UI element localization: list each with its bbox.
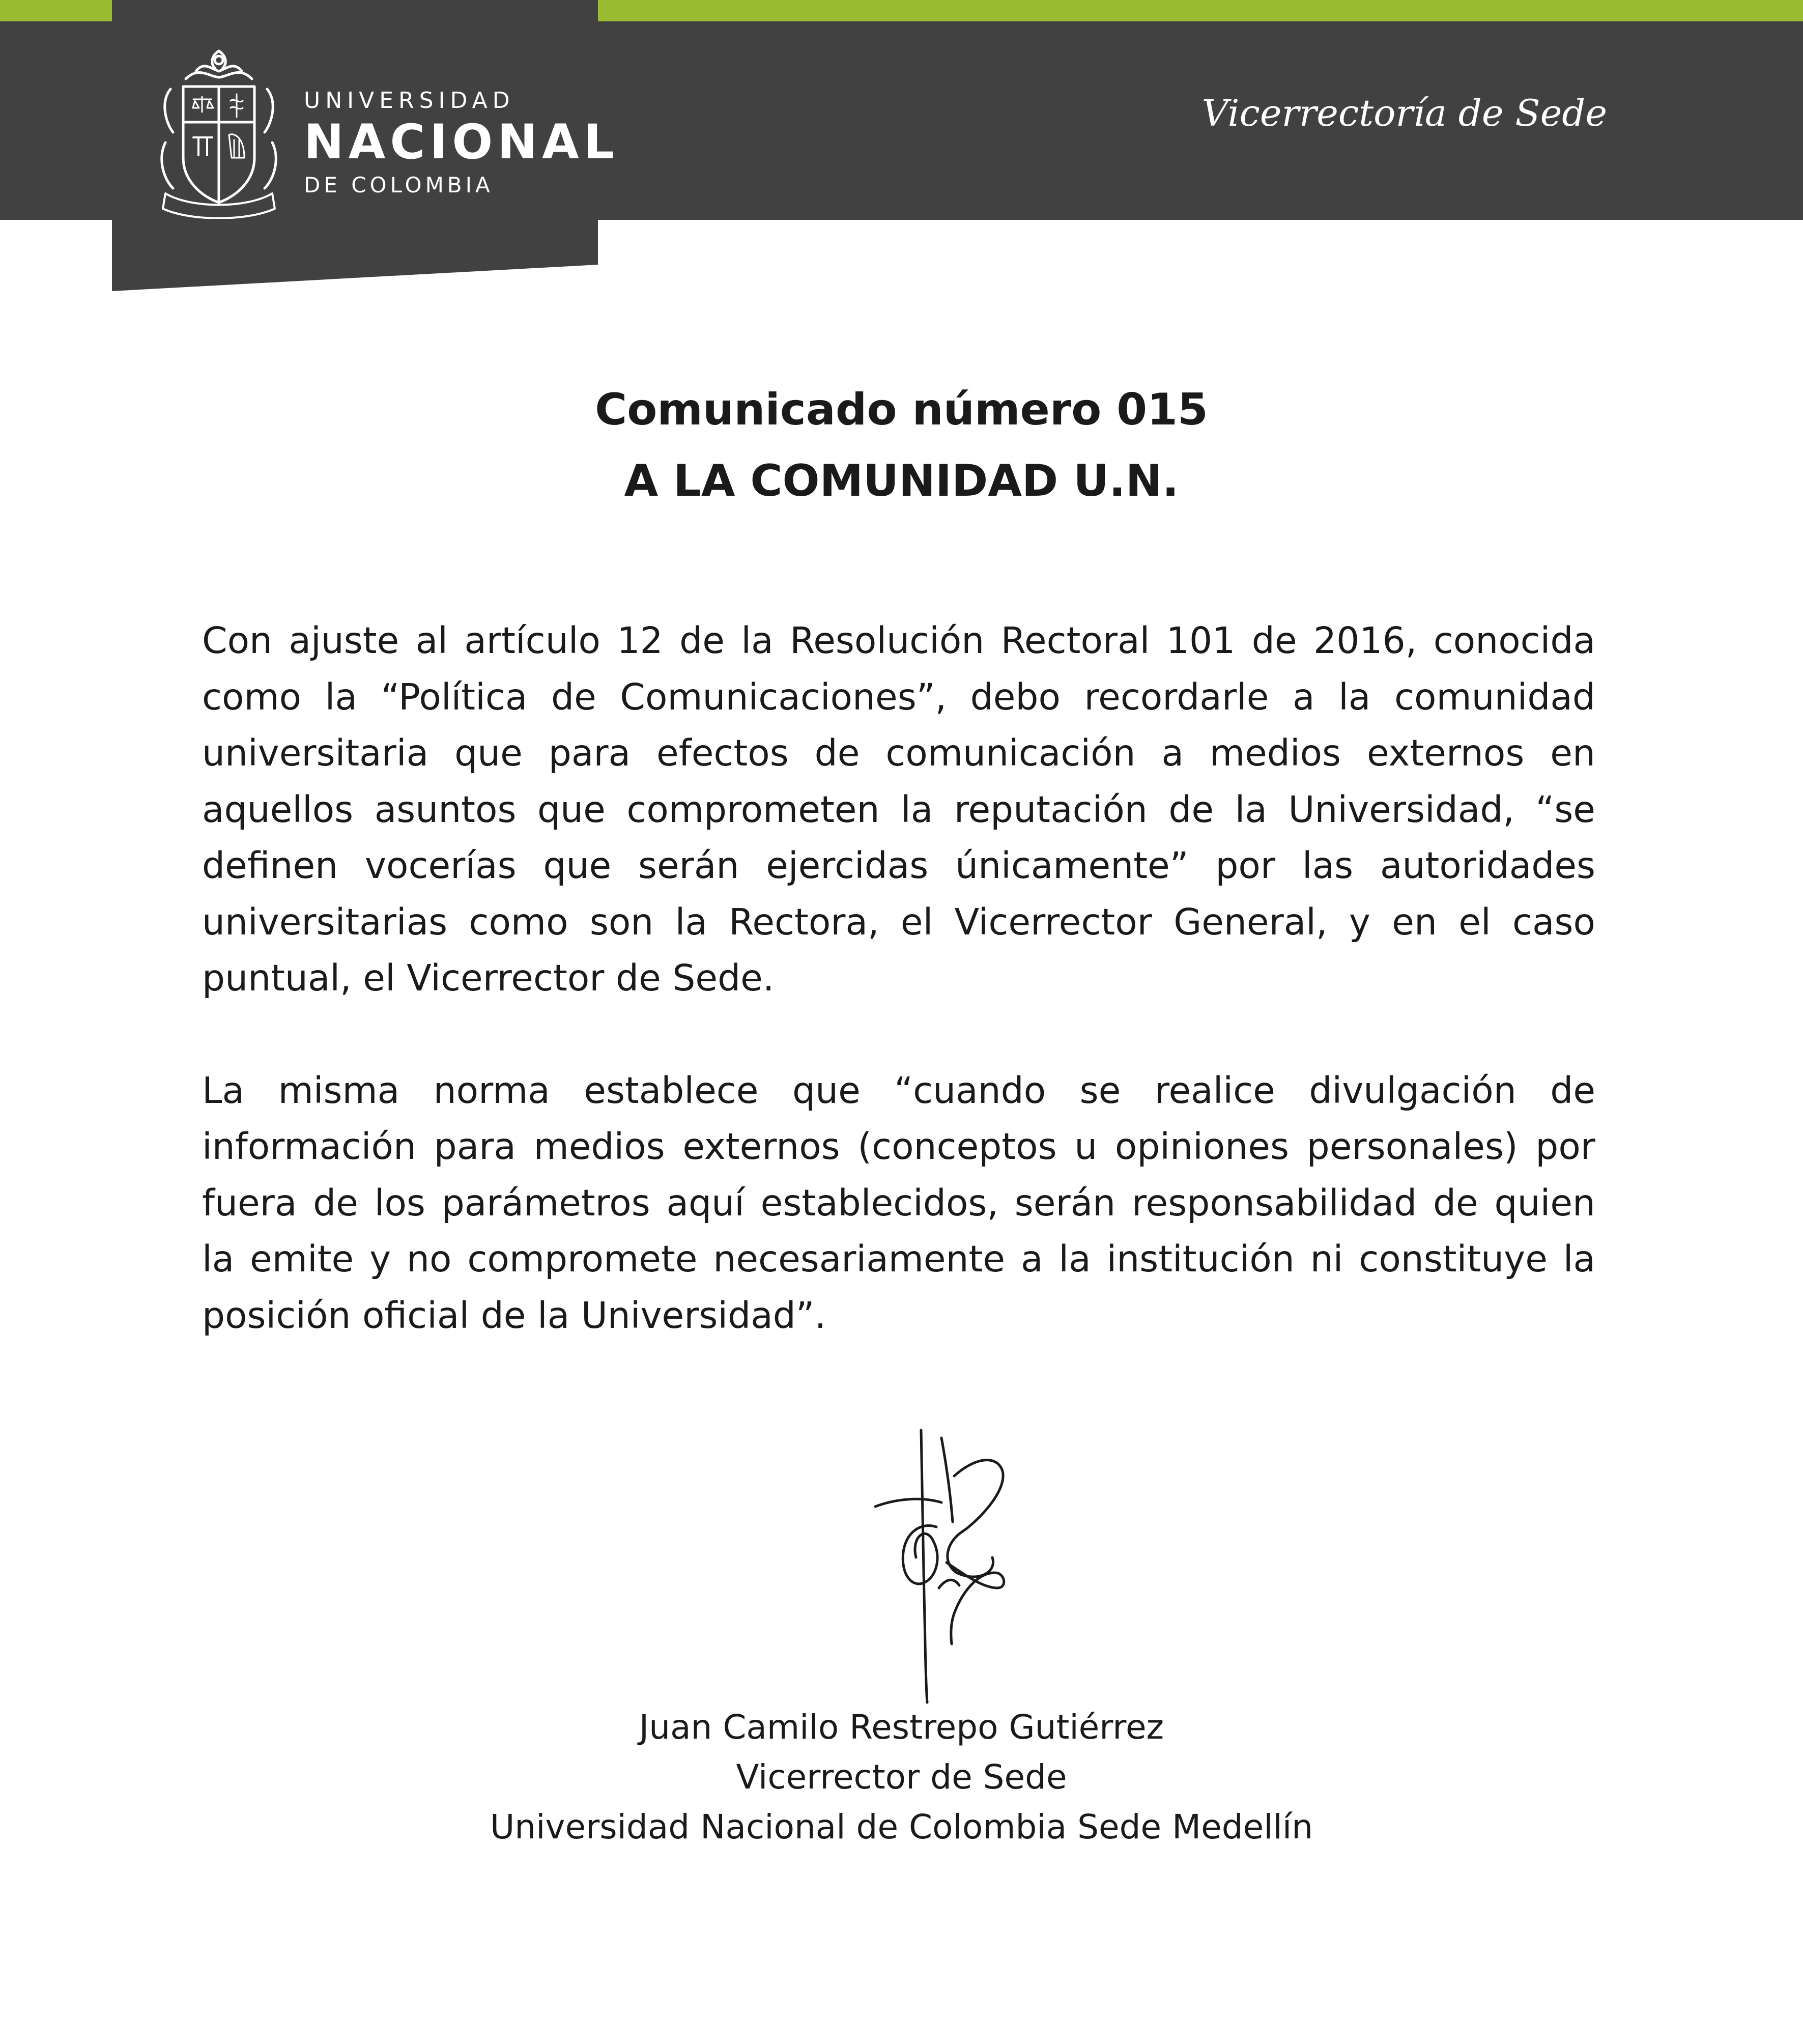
brand-line-2: NACIONAL (304, 115, 619, 170)
signatory-name: Juan Camilo Restrepo Gutiérrez (639, 1708, 1164, 1747)
title-line-1: Comunicado número 015 (595, 384, 1208, 435)
title-line-2: A LA COMUNIDAD U.N. (624, 456, 1179, 506)
brand-line-1: UNIVERSIDAD (304, 88, 515, 113)
document-title (0, 374, 1803, 517)
document-body (202, 613, 1595, 1400)
signatory-institution: Universidad Nacional de Colombia Sede Medellín (490, 1807, 1313, 1847)
handwritten-signature (865, 1420, 1048, 1705)
brand-line-3: DE COLOMBIA (304, 173, 494, 197)
body-paragraph: Con ajuste al artículo 12 de la Resolución Rectoral 101 de 2016, conocida como la “Política de Comunicaciones”, debo recordarle a la comunidad universitaria que para efectos de comunicación a medios externos en aquellos asuntos que comprometen la reputación de la Universidad, “se definen vocerías que serán ejercidas únicamente” por las autoridades universitarias como son la Rectora, el Vicerrector General, y en el caso puntual, el Vicerrector de Sede. (202, 619, 1595, 999)
university-crest-icon (150, 41, 288, 219)
signatory-position: Vicerrector de Sede (736, 1757, 1067, 1797)
body-paragraph: La misma norma establece que “cuando se realice divulgación de información para medios externos (conceptos u opiniones personales) por fuera de los parámetros aquí establecidos, serán responsabilidad de quien la emite y no compromete necesariamente a la institución ni constituye la posición oficial de la Universidad”. (202, 1069, 1595, 1337)
signature-block (0, 1702, 1803, 1852)
unit-name: Vicerrectoría de Sede (1201, 92, 1607, 134)
university-wordmark (304, 87, 619, 200)
